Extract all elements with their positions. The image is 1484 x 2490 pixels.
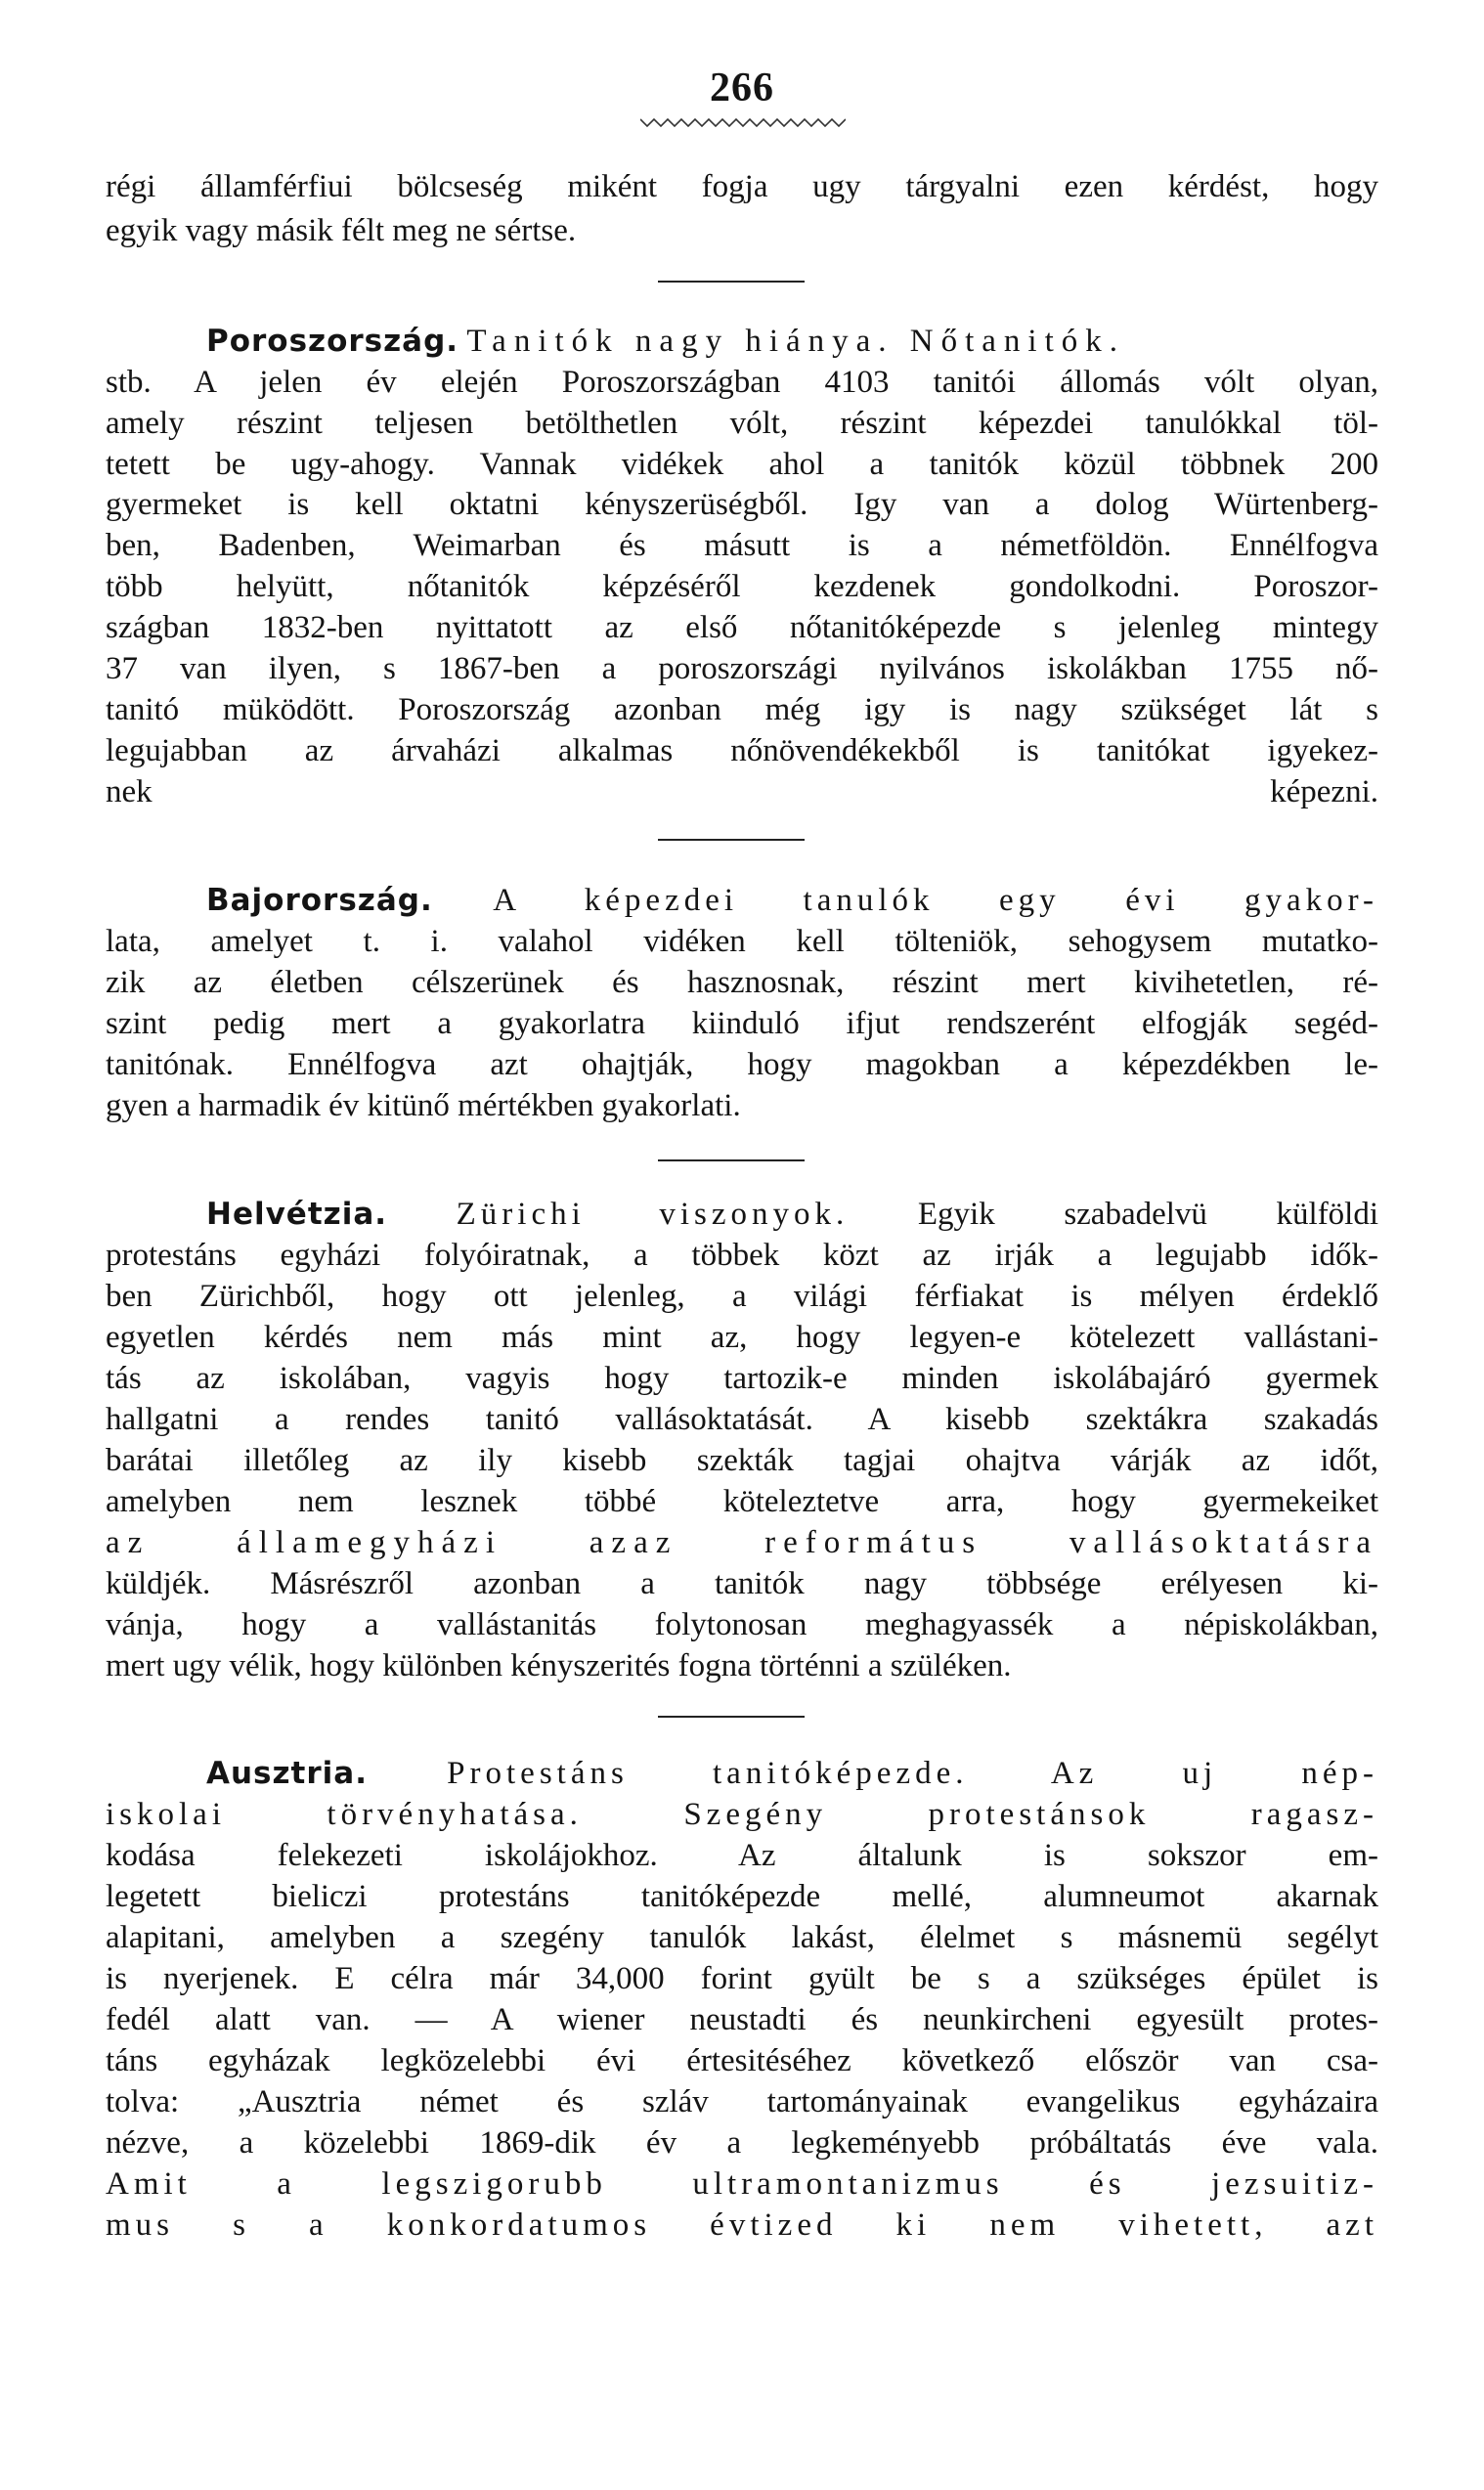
section-divider xyxy=(658,1159,805,1161)
section-divider xyxy=(658,839,805,841)
text-line: tás az iskolában, vagyis hogy tartozik-e minden iskolábajáró gyermek xyxy=(106,1361,1378,1396)
section-heading: Bajorország. xyxy=(206,883,433,918)
text-line: ben Zürichből, hogy ott jelenleg, a világi férfiakat is mélyen érdeklő xyxy=(106,1279,1378,1314)
text-line: kodása felekezeti iskolájokhoz. Az általunk is sokszor em- xyxy=(106,1838,1378,1873)
text-line: tolva: „Ausztria német és szláv tartományainak evangelikus egyházaira xyxy=(106,2084,1378,2119)
text-line: legujabban az árvaházi alkalmas nőnövendékekből is tanitókat igyekez- xyxy=(106,733,1378,768)
section-subtitle: Tanitók nagy hiánya. Nőtanitók. xyxy=(466,324,1126,359)
text-line: az államegyházi azaz református vallásoktatásra xyxy=(106,1525,1378,1560)
text-line: több helyütt, nőtanitók képzéséről kezdenek gondolkodni. Poroszor- xyxy=(106,569,1378,604)
text-line: nek képezni. xyxy=(106,774,1378,809)
text-line: mus s a konkordatumos évtized ki nem vihetett, azt xyxy=(106,2207,1378,2243)
text-line: stb. A jelen év elején Poroszországban 4103 tanitói állomás vólt olyan, xyxy=(106,365,1378,400)
text-line: hallgatni a rendes tanitó vallásoktatását. A kisebb szektákra szakadás xyxy=(106,1402,1378,1437)
text-line: régi államférfiui bölcseség miként fogja ugy tárgyalni ezen kérdést, hogy xyxy=(106,169,1378,204)
text-line: gyermeket is kell oktatni kényszerüségből. Igy van a dolog Würtenberg- xyxy=(106,487,1378,522)
text-line: 37 van ilyen, s 1867-ben a poroszországi nyilvános iskolákban 1755 nő- xyxy=(106,651,1378,686)
text-line: egyetlen kérdés nem más mint az, hogy legyen-e kötelezett vallástani- xyxy=(106,1320,1378,1355)
text-line: nézve, a közelebbi 1869-dik év a legkeményebb próbáltatás éve vala. xyxy=(106,2125,1378,2161)
text-line: amelyben nem lesznek többé köteleztetve arra, hogy gyermekeiket xyxy=(106,1484,1378,1519)
section-heading-line xyxy=(106,1755,1378,1792)
text-line: fedél alatt van. — A wiener neustadti és neunkircheni egyesült protes- xyxy=(106,2002,1378,2037)
text-line: táns egyházak legközelebbi évi értesitéséhez következő először van csa- xyxy=(106,2043,1378,2078)
text-line: szágban 1832-ben nyittatott az első nőtanitóképezde s jelenleg mintegy xyxy=(106,610,1378,645)
section-divider xyxy=(658,281,805,283)
text-line: küldjék. Másrészről azonban a tanitók nagy többsége erélyesen ki- xyxy=(106,1566,1378,1601)
text-line: tetett be ugy-ahogy. Vannak vidékek ahol a tanitók közül többnek 200 xyxy=(106,447,1378,482)
text-line: lata, amelyet t. i. valahol vidéken kell tölteniök, sehogysem mutatko- xyxy=(106,924,1378,959)
section-subtitle: A képezdei tanulók egy évi gyakor- xyxy=(493,883,1378,918)
text-line: mert ugy vélik, hogy különben kényszerités fogna történni a szüléken. xyxy=(106,1648,1012,1683)
section-subtitle: Protestáns tanitóképezde. Az uj nép- xyxy=(447,1756,1378,1791)
text-line: iskolai törvényhatása. Szegény protestánsok ragasz- xyxy=(106,1797,1378,1832)
section-heading-line xyxy=(106,323,1378,360)
text-line: ben, Badenben, Weimarban és másutt is a németföldön. Ennélfogva xyxy=(106,528,1378,563)
text-line: barátai illetőleg az ily kisebb szekták tagjai ohajtva várják az időt, xyxy=(106,1443,1378,1478)
text-line: is nyerjenek. E célra már 34,000 forint gyült be s a szükséges épület is xyxy=(106,1961,1378,1996)
section-heading-line xyxy=(106,1196,1378,1233)
text-line: Amit a legszigorubb ultramontanizmus és jezsuitiz- xyxy=(106,2166,1378,2202)
text-line: gyen a harmadik év kitünő mértékben gyakorlati. xyxy=(106,1088,741,1123)
section-text-start: Egyik szabadelvü külföldi xyxy=(917,1197,1378,1232)
text-line: tanitónak. Ennélfogva azt ohajtják, hogy magokban a képezdékben le- xyxy=(106,1047,1378,1082)
section-heading: Helvétzia. xyxy=(206,1197,388,1232)
text-line: egyik vagy másik félt meg ne sértse. xyxy=(106,213,577,248)
text-line: szint pedig mert a gyakorlatra kiinduló ifjut rendszerént elfogják segéd- xyxy=(106,1006,1378,1041)
section-divider xyxy=(658,1716,805,1718)
text-line: amely részint teljesen betölthetlen vólt, részint képezdei tanulókkal töl- xyxy=(106,406,1378,441)
text-line xyxy=(106,814,1378,852)
page-number: 266 xyxy=(710,66,774,110)
section-heading: Ausztria. xyxy=(206,1756,368,1791)
text-line: tanitó müködött. Poroszország azonban még igy is nagy szükséget lát s xyxy=(106,692,1378,727)
text-line: legetett bieliczi protestáns tanitóképezde mellé, alumneumot akarnak xyxy=(106,1879,1378,1914)
text-line: alapitani, amelyben a szegény tanulók lakást, élelmet s másnemü segélyt xyxy=(106,1920,1378,1955)
text-line: zik az életben célszerünek és hasznosnak, részint mert kivihetetlen, ré- xyxy=(106,965,1378,1000)
section-heading: Poroszország. xyxy=(206,324,459,359)
section-heading-line xyxy=(106,882,1378,919)
text-line: protestáns egyházi folyóiratnak, a többek közt az irják a legujabb idők- xyxy=(106,1238,1378,1273)
section-subtitle: Zürichi viszonyok. xyxy=(456,1197,850,1232)
decorative-wave-icon xyxy=(640,115,846,129)
text-line: vánja, hogy a vallástanitás folytonosan meghagyassék a népiskolákban, xyxy=(106,1607,1378,1642)
